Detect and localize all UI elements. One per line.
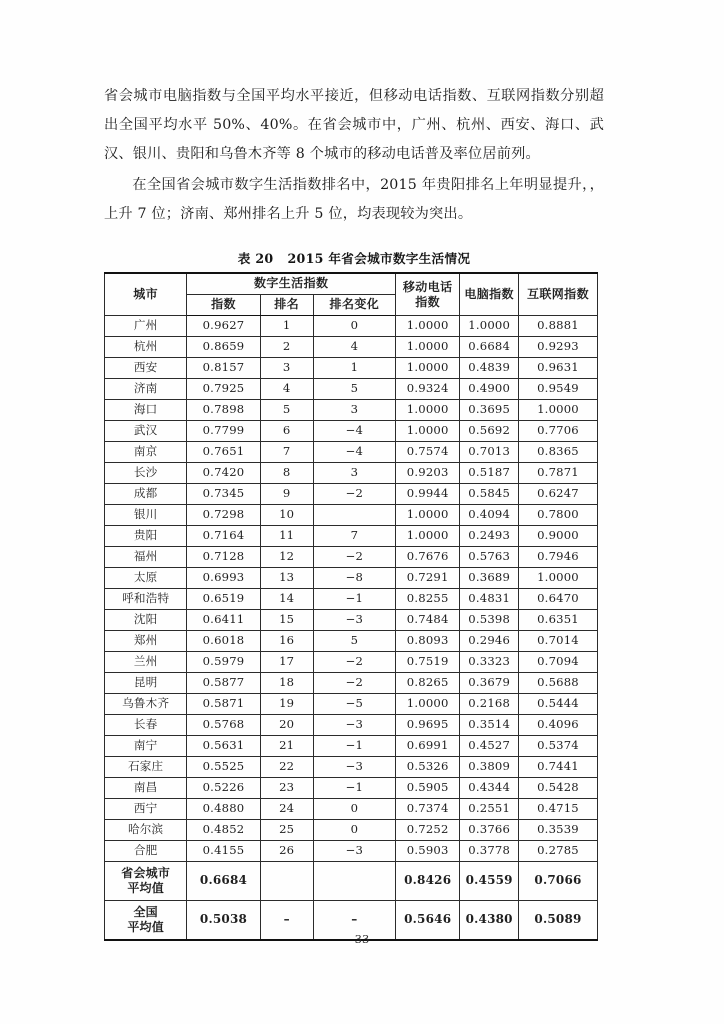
table-row xyxy=(105,337,598,358)
cell-computer-index: 0.5845 xyxy=(460,484,519,505)
cell-mobile-index: 0.5903 xyxy=(396,841,460,862)
cell-computer-index: 0.3809 xyxy=(460,757,519,778)
table-row xyxy=(105,757,598,778)
table-row xyxy=(105,316,598,337)
cell-rank-change: −2 xyxy=(313,652,395,673)
cell-internet-index: 0.4715 xyxy=(519,799,598,820)
cell-index: 0.5979 xyxy=(187,652,260,673)
cell-rank-change: 5 xyxy=(313,379,395,400)
cell-rank-change: −2 xyxy=(313,484,395,505)
table-row xyxy=(105,358,598,379)
cell-mobile-index: 1.0000 xyxy=(396,421,460,442)
cell-summary-computer-index: 0.4380 xyxy=(460,901,519,941)
cell-city: 合肥 xyxy=(105,841,187,862)
cell-computer-index: 0.5692 xyxy=(460,421,519,442)
body-paragraph-2: 在全国省会城市数字生活指数排名中，2015 年贵阳排名上年明显提升，，上升 7 位；济南、郑州排名上升 5 位，均表现较为突出。 xyxy=(104,177,604,222)
column-header-mobile-line2: 指数 xyxy=(415,294,441,309)
cell-rank: 6 xyxy=(260,421,313,442)
cell-internet-index: 0.2785 xyxy=(519,841,598,862)
cell-rank-change: −5 xyxy=(313,694,395,715)
cell-city: 海口 xyxy=(105,400,187,421)
cell-city: 贵阳 xyxy=(105,526,187,547)
cell-rank: 10 xyxy=(260,505,313,526)
cell-rank: 18 xyxy=(260,673,313,694)
table-row xyxy=(105,799,598,820)
cell-computer-index: 0.2946 xyxy=(460,631,519,652)
cell-internet-index: 0.7946 xyxy=(519,547,598,568)
cell-rank-change: −4 xyxy=(313,442,395,463)
cell-computer-index: 0.2551 xyxy=(460,799,519,820)
cell-rank: 4 xyxy=(260,379,313,400)
cell-city: 乌鲁木齐 xyxy=(105,694,187,715)
cell-index: 0.4852 xyxy=(187,820,260,841)
table-summary-row xyxy=(105,862,598,901)
table-row xyxy=(105,631,598,652)
cell-rank: 19 xyxy=(260,694,313,715)
cell-internet-index: 0.9293 xyxy=(519,337,598,358)
table-caption xyxy=(104,248,604,267)
cell-rank: 9 xyxy=(260,484,313,505)
cell-index: 0.7799 xyxy=(187,421,260,442)
table-row xyxy=(105,841,598,862)
cell-rank: 2 xyxy=(260,337,313,358)
cell-rank-change xyxy=(313,505,395,526)
cell-mobile-index: 0.5905 xyxy=(396,778,460,799)
cell-mobile-index: 0.7484 xyxy=(396,610,460,631)
cell-computer-index: 0.4094 xyxy=(460,505,519,526)
cell-mobile-index: 0.9695 xyxy=(396,715,460,736)
page-number: 33 xyxy=(354,932,370,946)
cell-city: 长沙 xyxy=(105,463,187,484)
column-header-group-digital-life: 数字生活指数 xyxy=(187,273,396,295)
cell-internet-index: 0.7014 xyxy=(519,631,598,652)
cell-computer-index: 0.3689 xyxy=(460,568,519,589)
cell-summary-rank xyxy=(260,862,313,901)
cell-internet-index: 1.0000 xyxy=(519,568,598,589)
table-row xyxy=(105,400,598,421)
cell-rank: 21 xyxy=(260,736,313,757)
cell-summary-rank-change: – xyxy=(313,901,395,941)
cell-city: 济南 xyxy=(105,379,187,400)
cell-city: 昆明 xyxy=(105,673,187,694)
cell-index: 0.4880 xyxy=(187,799,260,820)
digital-life-table xyxy=(104,272,598,941)
cell-mobile-index: 0.8265 xyxy=(396,673,460,694)
cell-city: 哈尔滨 xyxy=(105,820,187,841)
cell-index: 0.4155 xyxy=(187,841,260,862)
column-header-rank: 排名 xyxy=(260,295,313,316)
cell-rank-change: 3 xyxy=(313,463,395,484)
table-row xyxy=(105,778,598,799)
table-row xyxy=(105,715,598,736)
cell-mobile-index: 1.0000 xyxy=(396,358,460,379)
cell-rank-change: 5 xyxy=(313,631,395,652)
cell-summary-rank: – xyxy=(260,901,313,941)
cell-mobile-index: 1.0000 xyxy=(396,526,460,547)
column-header-city: 城市 xyxy=(105,273,187,316)
cell-computer-index: 0.4344 xyxy=(460,778,519,799)
cell-internet-index: 0.7441 xyxy=(519,757,598,778)
cell-index: 0.5871 xyxy=(187,694,260,715)
cell-internet-index: 0.7800 xyxy=(519,505,598,526)
cell-city: 成都 xyxy=(105,484,187,505)
cell-rank: 20 xyxy=(260,715,313,736)
cell-summary-index: 0.5038 xyxy=(187,901,260,941)
cell-rank: 22 xyxy=(260,757,313,778)
cell-city: 太原 xyxy=(105,568,187,589)
cell-index: 0.5768 xyxy=(187,715,260,736)
table-row xyxy=(105,547,598,568)
summary-label-line1: 省会城市 xyxy=(121,866,171,880)
cell-internet-index: 0.7094 xyxy=(519,652,598,673)
cell-internet-index: 0.8365 xyxy=(519,442,598,463)
cell-computer-index: 0.4831 xyxy=(460,589,519,610)
cell-internet-index: 0.6351 xyxy=(519,610,598,631)
column-header-mobile-line1: 移动电话 xyxy=(402,279,453,294)
cell-computer-index: 0.5398 xyxy=(460,610,519,631)
cell-index: 0.7128 xyxy=(187,547,260,568)
cell-rank: 11 xyxy=(260,526,313,547)
table-row xyxy=(105,736,598,757)
cell-index: 0.8659 xyxy=(187,337,260,358)
cell-city: 南京 xyxy=(105,442,187,463)
table-caption-title: 2015 年省会城市数字生活情况 xyxy=(287,251,471,266)
cell-city: 西安 xyxy=(105,358,187,379)
cell-computer-index: 0.6684 xyxy=(460,337,519,358)
table-header xyxy=(105,273,598,316)
cell-index: 0.5631 xyxy=(187,736,260,757)
cell-rank-change: 0 xyxy=(313,316,395,337)
cell-computer-index: 0.7013 xyxy=(460,442,519,463)
cell-index: 0.7898 xyxy=(187,400,260,421)
table-row xyxy=(105,526,598,547)
cell-rank: 14 xyxy=(260,589,313,610)
cell-computer-index: 0.4839 xyxy=(460,358,519,379)
table-row xyxy=(105,610,598,631)
cell-rank-change: 1 xyxy=(313,358,395,379)
table-row xyxy=(105,589,598,610)
cell-rank-change: −8 xyxy=(313,568,395,589)
cell-city: 福州 xyxy=(105,547,187,568)
table-header-row-1 xyxy=(105,273,598,295)
cell-mobile-index: 0.9944 xyxy=(396,484,460,505)
table-row xyxy=(105,505,598,526)
cell-index: 0.6519 xyxy=(187,589,260,610)
cell-rank-change: −3 xyxy=(313,757,395,778)
cell-rank-change: 4 xyxy=(313,337,395,358)
table-row xyxy=(105,673,598,694)
cell-rank: 17 xyxy=(260,652,313,673)
table-row xyxy=(105,442,598,463)
cell-internet-index: 1.0000 xyxy=(519,400,598,421)
cell-city: 西宁 xyxy=(105,799,187,820)
cell-mobile-index: 1.0000 xyxy=(396,694,460,715)
cell-rank-change: 0 xyxy=(313,820,395,841)
column-header-computer-index: 电脑指数 xyxy=(460,273,519,316)
cell-internet-index: 0.7871 xyxy=(519,463,598,484)
cell-computer-index: 0.2168 xyxy=(460,694,519,715)
cell-rank: 1 xyxy=(260,316,313,337)
cell-internet-index: 0.9631 xyxy=(519,358,598,379)
table-row xyxy=(105,484,598,505)
cell-internet-index: 0.5374 xyxy=(519,736,598,757)
cell-index: 0.8157 xyxy=(187,358,260,379)
cell-index: 0.7164 xyxy=(187,526,260,547)
cell-summary-internet-index: 0.7066 xyxy=(519,862,598,901)
cell-internet-index: 0.4096 xyxy=(519,715,598,736)
cell-summary-label xyxy=(105,862,187,901)
table-body xyxy=(105,316,598,941)
cell-city: 杭州 xyxy=(105,337,187,358)
cell-city: 广州 xyxy=(105,316,187,337)
table-row xyxy=(105,652,598,673)
summary-label-line2: 平均值 xyxy=(127,920,164,934)
column-header-internet-index: 互联网指数 xyxy=(519,273,598,316)
cell-index: 0.7298 xyxy=(187,505,260,526)
cell-summary-index: 0.6684 xyxy=(187,862,260,901)
cell-computer-index: 0.3323 xyxy=(460,652,519,673)
cell-city: 兰州 xyxy=(105,652,187,673)
cell-rank-change: −1 xyxy=(313,736,395,757)
cell-rank: 7 xyxy=(260,442,313,463)
cell-rank: 13 xyxy=(260,568,313,589)
cell-rank: 3 xyxy=(260,358,313,379)
cell-summary-internet-index: 0.5089 xyxy=(519,901,598,941)
cell-index: 0.7925 xyxy=(187,379,260,400)
cell-index: 0.7345 xyxy=(187,484,260,505)
cell-index: 0.5525 xyxy=(187,757,260,778)
column-header-mobile-index xyxy=(396,273,460,316)
cell-computer-index: 0.3778 xyxy=(460,841,519,862)
cell-mobile-index: 0.6991 xyxy=(396,736,460,757)
cell-city: 南昌 xyxy=(105,778,187,799)
cell-internet-index: 0.5688 xyxy=(519,673,598,694)
cell-internet-index: 0.7706 xyxy=(519,421,598,442)
cell-computer-index: 0.4900 xyxy=(460,379,519,400)
table-row xyxy=(105,568,598,589)
cell-rank: 24 xyxy=(260,799,313,820)
cell-rank: 26 xyxy=(260,841,313,862)
cell-index: 0.6411 xyxy=(187,610,260,631)
cell-mobile-index: 0.7676 xyxy=(396,547,460,568)
cell-internet-index: 0.5444 xyxy=(519,694,598,715)
cell-summary-mobile-index: 0.5646 xyxy=(396,901,460,941)
cell-rank-change: −4 xyxy=(313,421,395,442)
table-row xyxy=(105,694,598,715)
cell-internet-index: 0.3539 xyxy=(519,820,598,841)
table-caption-label: 表 20 xyxy=(237,251,274,266)
cell-index: 0.9627 xyxy=(187,316,260,337)
cell-mobile-index: 1.0000 xyxy=(396,400,460,421)
cell-mobile-index: 0.5326 xyxy=(396,757,460,778)
cell-city: 石家庄 xyxy=(105,757,187,778)
cell-mobile-index: 0.7574 xyxy=(396,442,460,463)
cell-computer-index: 0.5763 xyxy=(460,547,519,568)
cell-internet-index: 0.6247 xyxy=(519,484,598,505)
cell-mobile-index: 0.8093 xyxy=(396,631,460,652)
page-content xyxy=(104,82,604,941)
cell-computer-index: 0.5187 xyxy=(460,463,519,484)
summary-label-line2: 平均值 xyxy=(127,881,164,895)
cell-mobile-index: 0.9324 xyxy=(396,379,460,400)
cell-rank-change: −1 xyxy=(313,589,395,610)
cell-city: 银川 xyxy=(105,505,187,526)
cell-index: 0.5877 xyxy=(187,673,260,694)
table-row xyxy=(105,421,598,442)
cell-summary-computer-index: 0.4559 xyxy=(460,862,519,901)
cell-rank-change: −3 xyxy=(313,610,395,631)
cell-rank: 15 xyxy=(260,610,313,631)
cell-computer-index: 0.3766 xyxy=(460,820,519,841)
cell-rank-change: −3 xyxy=(313,715,395,736)
cell-computer-index: 1.0000 xyxy=(460,316,519,337)
cell-city: 南宁 xyxy=(105,736,187,757)
cell-index: 0.5226 xyxy=(187,778,260,799)
cell-rank-change: −3 xyxy=(313,841,395,862)
cell-index: 0.6993 xyxy=(187,568,260,589)
cell-rank: 16 xyxy=(260,631,313,652)
cell-rank-change: −1 xyxy=(313,778,395,799)
cell-internet-index: 0.5428 xyxy=(519,778,598,799)
cell-rank: 25 xyxy=(260,820,313,841)
cell-rank-change: 7 xyxy=(313,526,395,547)
cell-rank-change: −2 xyxy=(313,673,395,694)
table-row xyxy=(105,379,598,400)
cell-city: 郑州 xyxy=(105,631,187,652)
cell-mobile-index: 0.8255 xyxy=(396,589,460,610)
cell-mobile-index: 0.7519 xyxy=(396,652,460,673)
cell-computer-index: 0.2493 xyxy=(460,526,519,547)
cell-internet-index: 0.9549 xyxy=(519,379,598,400)
cell-rank-change: 3 xyxy=(313,400,395,421)
cell-computer-index: 0.3514 xyxy=(460,715,519,736)
table-row xyxy=(105,463,598,484)
summary-label-line1: 全国 xyxy=(133,905,158,919)
cell-mobile-index: 0.9203 xyxy=(396,463,460,484)
cell-city: 长春 xyxy=(105,715,187,736)
cell-mobile-index: 0.7252 xyxy=(396,820,460,841)
cell-internet-index: 0.6470 xyxy=(519,589,598,610)
cell-mobile-index: 1.0000 xyxy=(396,337,460,358)
cell-mobile-index: 1.0000 xyxy=(396,505,460,526)
cell-index: 0.6018 xyxy=(187,631,260,652)
cell-city: 呼和浩特 xyxy=(105,589,187,610)
cell-rank-change: −2 xyxy=(313,547,395,568)
cell-rank: 12 xyxy=(260,547,313,568)
cell-mobile-index: 0.7374 xyxy=(396,799,460,820)
cell-city: 武汉 xyxy=(105,421,187,442)
table-row xyxy=(105,820,598,841)
cell-computer-index: 0.3679 xyxy=(460,673,519,694)
cell-city: 沈阳 xyxy=(105,610,187,631)
cell-internet-index: 0.8881 xyxy=(519,316,598,337)
cell-rank: 8 xyxy=(260,463,313,484)
column-header-index: 指数 xyxy=(187,295,260,316)
cell-index: 0.7420 xyxy=(187,463,260,484)
cell-summary-mobile-index: 0.8426 xyxy=(396,862,460,901)
body-paragraph-1: 省会城市电脑指数与全国平均水平接近，但移动电话指数、互联网指数分别超出全国平均水平 50%、40%。在省会城市中，广州、杭州、西安、海口、武汉、银川、贵阳和乌鲁木齐等 8 个城市的移动电话普及率位居前列。 xyxy=(104,88,604,162)
column-header-rank-change: 排名变化 xyxy=(313,295,395,316)
cell-mobile-index: 0.7291 xyxy=(396,568,460,589)
cell-index: 0.7651 xyxy=(187,442,260,463)
cell-summary-rank-change xyxy=(313,862,395,901)
cell-internet-index: 0.9000 xyxy=(519,526,598,547)
cell-rank: 5 xyxy=(260,400,313,421)
cell-rank-change: 0 xyxy=(313,799,395,820)
cell-computer-index: 0.4527 xyxy=(460,736,519,757)
cell-rank: 23 xyxy=(260,778,313,799)
cell-mobile-index: 1.0000 xyxy=(396,316,460,337)
cell-computer-index: 0.3695 xyxy=(460,400,519,421)
